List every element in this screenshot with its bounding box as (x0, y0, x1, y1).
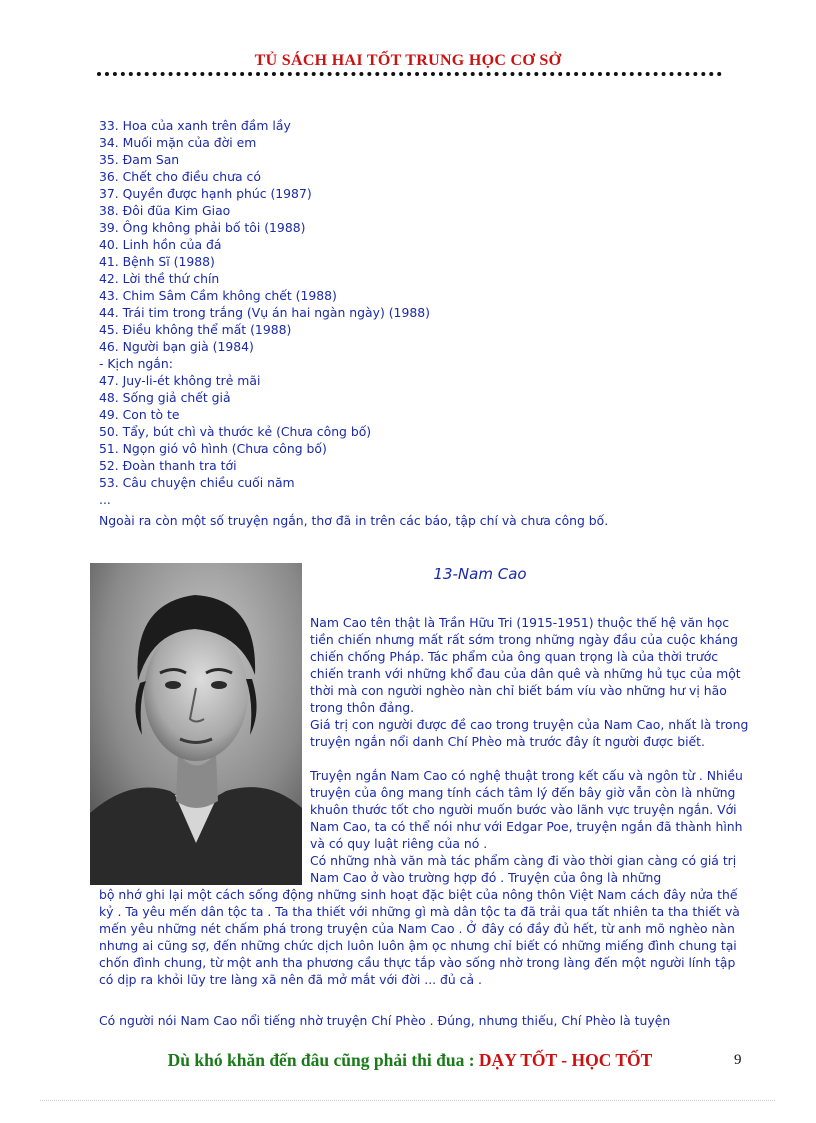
list-item: 52. Đoàn thanh tra tới (99, 458, 237, 473)
list-item: 43. Chim Sâm Cầm không chết (1988) (99, 288, 337, 303)
list-item: 41. Bệnh Sĩ (1988) (99, 254, 215, 269)
section-title: 13-Nam Cao (433, 565, 527, 583)
bio-paragraph: Nam Cao tên thật là Trần Hữu Tri (1915-1951) thuộc thế hệ văn học tiền chiến nhưng mất rất sớm trong những ngày đầu của cuộc kháng chiến chống Pháp. Tác phẩm của ông quan trọng là của thời trước chiến tranh với những khổ đau của dân quê và những hủ tục của một thời mà con người nghèo nàn chỉ biết bám víu vào những hư vị hão trong thôn đảng. (310, 615, 741, 715)
bottom-divider (40, 1100, 775, 1101)
list-item: 51. Ngọn gió vô hình (Chưa công bố) (99, 441, 327, 456)
list-item: 49. Con tò te (99, 407, 180, 422)
list-item: - Kịch ngắn: (99, 356, 173, 371)
bio-paragraph: Có người nói Nam Cao nổi tiếng nhờ truyện Chí Phèo . Đúng, nhưng thiếu, Chí Phèo là tuyện (99, 1013, 671, 1028)
works-list (99, 117, 699, 508)
list-item: 47. Juy-li-ét không trẻ mãi (99, 373, 261, 388)
list-item: 42. Lời thề thứ chín (99, 271, 220, 286)
list-item: 46. Người bạn già (1984) (99, 339, 254, 354)
list-item: 48. Sống giả chết giả (99, 390, 231, 405)
bio-paragraph: Truyện ngắn Nam Cao có nghệ thuật trong kết cấu và ngôn từ . Nhiều truyện của ông mang tính cách tâm lý đến bây giờ vẫn còn là những khuôn thước tốt cho người muốn bước vào lãnh vực truyện ngắn. Với Nam Cao, ta có thể nói như với Edgar Poe, truyện ngắn đã thành hình và có quy luật riêng của nó . (310, 768, 743, 851)
list-item: 33. Hoa của xanh trên đầm lầy (99, 118, 291, 133)
list-item: 44. Trái tim trong trắng (Vụ án hai ngàn ngày) (1988) (99, 305, 430, 320)
page-number: 9 (734, 1052, 742, 1068)
list-item: 40. Linh hồn của đá (99, 237, 222, 252)
list-item: 35. Đam San (99, 152, 180, 167)
author-portrait (90, 563, 302, 885)
header-title: TỦ SÁCH HAI TỐT TRUNG HỌC CƠ SỞ (254, 52, 562, 69)
list-item: 39. Ông không phải bố tôi (1988) (99, 220, 306, 235)
footer-motto-accent: DẠY TỐT - HỌC TỐT (478, 1050, 653, 1070)
bio-paragraph: bộ nhớ ghi lại một cách sống động những sinh hoạt đặc biệt của nông thôn Việt Nam cách đây nửa thế kỷ . Ta yêu mến dân tộc ta . Ta tha thiết với những gì mà dân tộc ta đã trải qua tất nhiên ta tha thiết và mến yêu những nét chấm phá trong truyện của Nam Cao . Ở đây có đầy đủ hết, từ anh mõ nghèo nàn nhưng ai cũng sợ, đến những chức dịch luôn luôn ậm ọc nhưng chỉ biết có những miếng đình chung tại chốn đình chung, từ một anh tha phương cầu thực tắp vào sống nhờ trong làng đến một người lính tập có dịp ra khỏi lũy tre làng xã nên đã mở mắt với đời ... đủ cả . (99, 887, 740, 987)
list-item: 50. Tẩy, bút chì và thước kẻ (Chưa công bố) (99, 424, 372, 439)
bio-paragraph: Giá trị con người được đề cao trong truyện của Nam Cao, nhất là trong truyện ngắn nổi danh Chí Phèo mà trước đây ít người được biết. (310, 717, 749, 749)
list-item: 53. Câu chuyện chiều cuối năm (99, 475, 295, 490)
header-divider (97, 72, 722, 76)
list-note: Ngoài ra còn một số truyện ngắn, thơ đã in trên các báo, tập chí và chưa công bố. (99, 513, 609, 528)
list-item: 36. Chết cho điều chưa có (99, 169, 261, 184)
bio-paragraph: Có những nhà văn mà tác phẩm càng đi vào thời gian càng có giá trị Nam Cao ở vào trường hợp đó . Truyện của ông là những (310, 853, 737, 885)
list-item: 34. Muối mặn của đời em (99, 135, 257, 150)
list-item: 38. Đôi đũa Kim Giao (99, 203, 231, 218)
list-item: ... (99, 492, 111, 507)
footer-motto-text: Dù khó khăn đến đâu cũng phải thi đua : (167, 1050, 479, 1070)
list-item: 45. Điều không thể mất (1988) (99, 322, 292, 337)
list-item: 37. Quyền được hạnh phúc (1987) (99, 186, 312, 201)
footer-motto (60, 1050, 760, 1071)
